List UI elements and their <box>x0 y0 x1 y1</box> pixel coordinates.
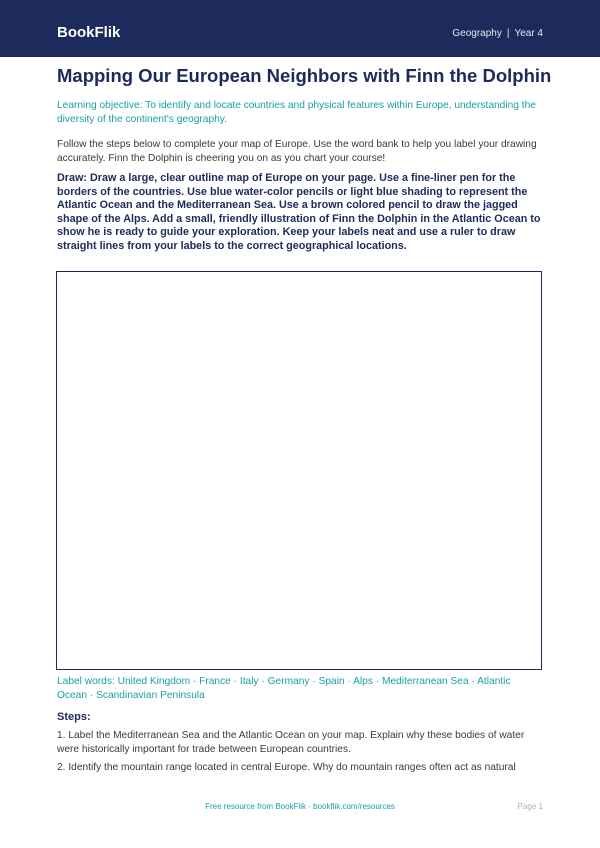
draw-instruction: Draw: Draw a large, clear outline map of Europe on your page. Use a fine-liner pen for the borders of the countries. Use blue water-color pencils or light blue shading to represent the Atlantic Ocean and the Mediterranean Sea. Use a brown colored pencil to draw the jagged shape of the Alps. Add a small, friendly illustration of Finn the Dolphin in the Atlantic Ocean to show he is ready to guide your exploration. Keep your labels neat and use a ruler to draw straight lines from your labels to the correct geographical locations. <box>57 172 541 252</box>
meta-separator: | <box>506 28 510 39</box>
page-header <box>0 0 600 57</box>
step-item: 2. Identify the mountain range located in central Europe. Why do mountain ranges often act as natural <box>57 762 516 773</box>
subject-level <box>452 28 543 39</box>
footer-resource-link[interactable]: Free resource from BookFlik · bookflik.com/resources <box>205 802 395 811</box>
word-bank: Label words: United Kingdom · France · Italy · Germany · Spain · Alps · Mediterranean Sea · Atlantic Ocean · Scandinavian Peninsula <box>57 676 511 701</box>
learning-objective: Learning objective: To identify and locate countries and physical features within Europe, understanding the diversity of the continent's geography. <box>57 100 536 125</box>
drawing-area[interactable] <box>56 271 542 670</box>
brand-logo: BookFlik <box>57 24 121 41</box>
intro-text: Follow the steps below to complete your map of Europe. Use the word bank to help you label your drawing accurately. Finn the Dolphin is cheering you on as you chart your course! <box>57 139 537 164</box>
step-item: 1. Label the Mediterranean Sea and the Atlantic Ocean on your map. Explain why these bodies of water were historically important for trade between European countries. <box>57 730 525 755</box>
steps-heading: Steps: <box>57 711 91 723</box>
subject-label: Geography <box>452 28 502 39</box>
level-label: Year 4 <box>514 28 543 39</box>
page-number: Page 1 <box>517 802 543 811</box>
page-title: Mapping Our European Neighbors with Finn the Dolphin <box>57 65 552 86</box>
